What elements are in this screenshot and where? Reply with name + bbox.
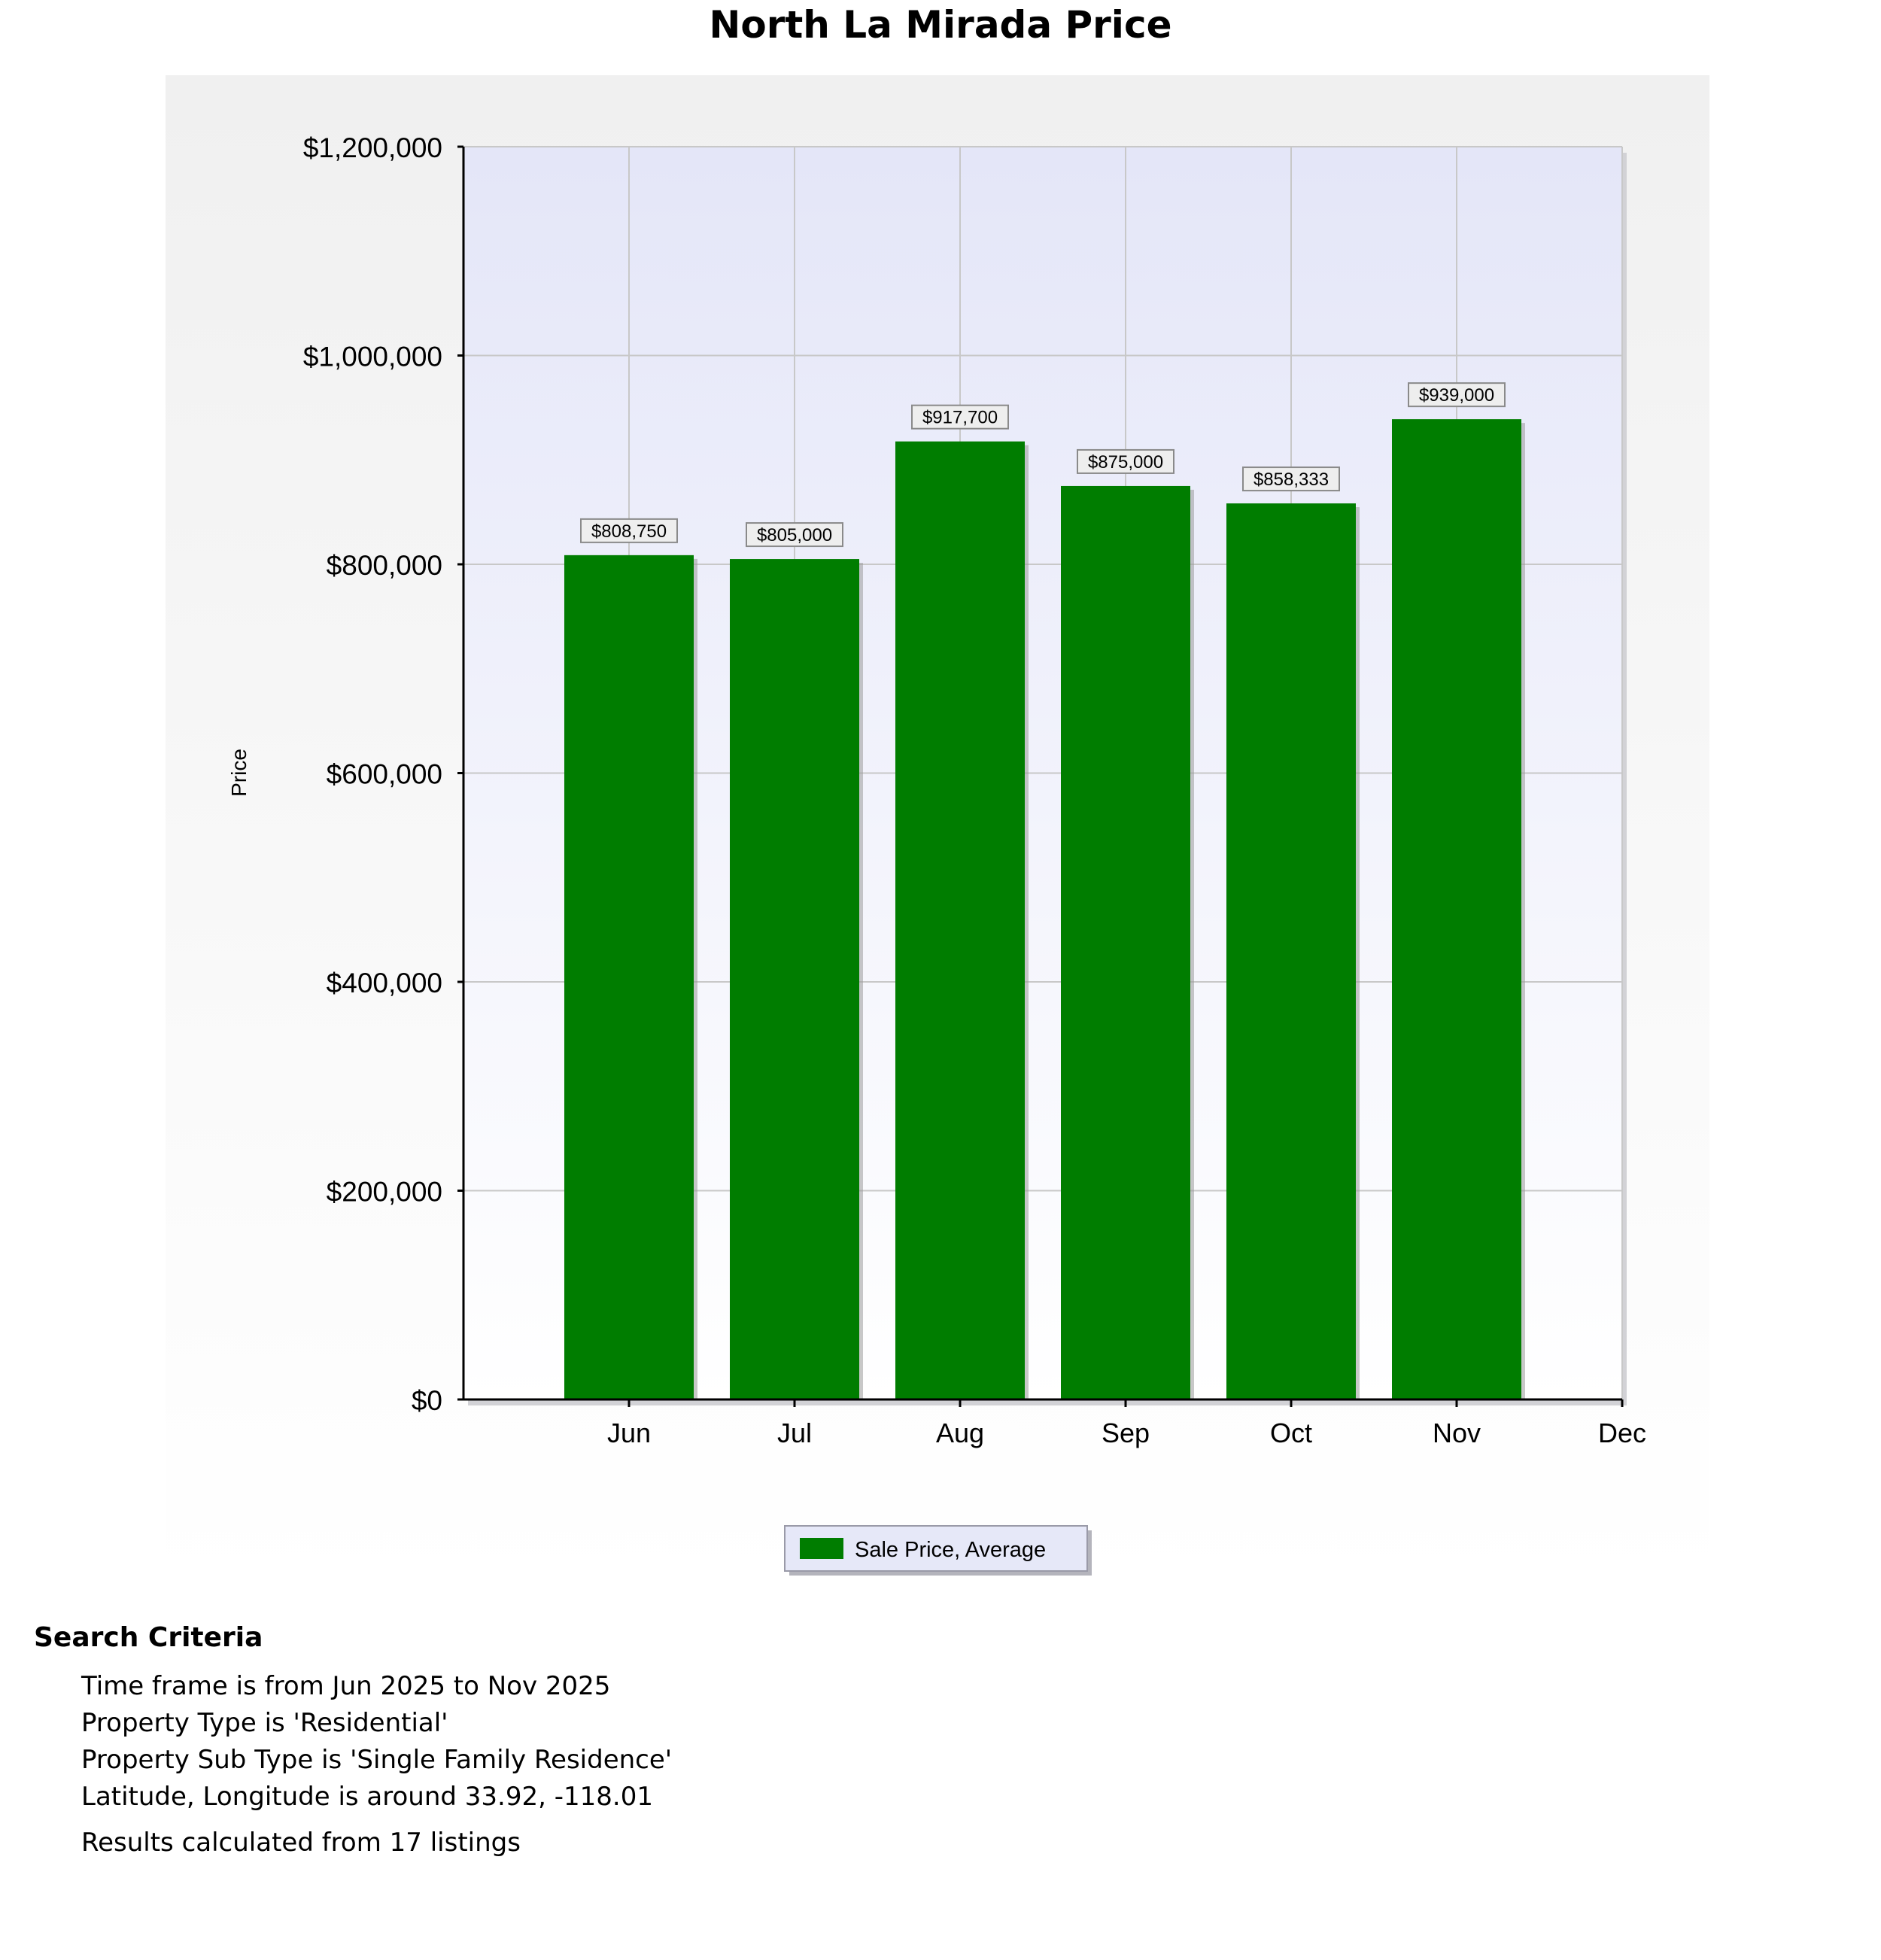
bar-jul (730, 559, 859, 1399)
x-tick-label: Dec (1597, 1418, 1647, 1448)
criteria-item-property-sub-type: Property Sub Type is 'Single Family Residence' (81, 1745, 673, 1775)
y-tick-label: $0 (411, 1385, 442, 1416)
y-tick-label: $1,200,000 (302, 132, 442, 163)
legend-swatch (800, 1538, 843, 1559)
legend-label: Sale Price, Average (855, 1538, 1047, 1562)
bar-jun (564, 555, 694, 1399)
y-tick-label: $600,000 (326, 758, 442, 790)
criteria-list (34, 1668, 672, 1816)
x-tick-label: Jun (606, 1418, 652, 1448)
legend (785, 1526, 1092, 1576)
x-tick-label: Jul (776, 1418, 813, 1448)
data-label: $875,000 (1087, 451, 1164, 473)
criteria-item-time-frame: Time frame is from Jun 2025 to Nov 2025 (81, 1671, 611, 1701)
data-label: $939,000 (1418, 385, 1495, 406)
criteria-results: Results calculated from 17 listings (81, 1828, 521, 1858)
criteria-item-location: Latitude, Longitude is around 33.92, -118.01 (81, 1782, 653, 1812)
y-axis-label: Price (227, 749, 251, 797)
bar-aug (895, 442, 1025, 1399)
x-tick-label: Sep (1101, 1418, 1150, 1448)
search-criteria (34, 1621, 672, 1861)
y-tick-label: $1,000,000 (302, 341, 442, 372)
bar-sep (1061, 486, 1190, 1399)
criteria-heading: Search Criteria (34, 1622, 263, 1653)
bar-nov (1392, 419, 1521, 1399)
x-tick-label: Nov (1432, 1418, 1481, 1448)
data-label: $805,000 (756, 525, 833, 546)
data-label: $808,750 (591, 521, 667, 542)
x-tick-label: Oct (1269, 1418, 1313, 1448)
criteria-item-property-type: Property Type is 'Residential' (81, 1708, 448, 1738)
bar-oct (1226, 503, 1356, 1399)
y-tick-label: $400,000 (326, 968, 442, 998)
chart-title: North La Mirada Price (709, 3, 1172, 47)
y-tick-label: $200,000 (326, 1176, 442, 1208)
data-label: $917,700 (922, 407, 998, 428)
x-tick-label: Aug (935, 1418, 985, 1448)
y-tick-label: $800,000 (326, 550, 442, 581)
data-label: $858,333 (1253, 469, 1329, 491)
